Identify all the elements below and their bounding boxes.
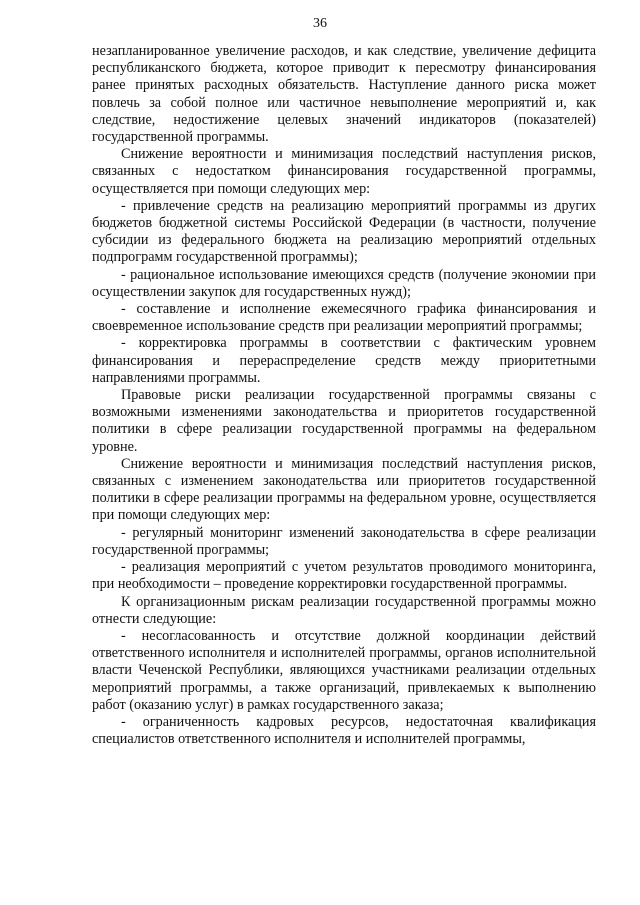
- list-item: - регулярный мониторинг изменений законодательства в сфере реализации государственной программы;: [92, 524, 596, 558]
- paragraph: Снижение вероятности и минимизация последствий наступления рисков, связанных с недостатком финансирования государственной программы, осуществляется при помощи следующих мер:: [92, 146, 596, 197]
- paragraph: Правовые риски реализации государственной программы связаны с возможными изменениями законодательства и приоритетов государственной политики в сфере реализации государственной программы на федеральном уровне.: [92, 387, 596, 455]
- list-item: - рациональное использование имеющихся средств (получение экономии при осуществлении закупок для государственных нужд);: [92, 266, 596, 300]
- list-item: - составление и исполнение ежемесячного графика финансирования и своевременное использование средств при реализации мероприятий программы;: [92, 301, 596, 335]
- list-item: - реализация мероприятий с учетом результатов проводимого мониторинга, при необходимости – проведение корректировки государственной программы.: [92, 559, 596, 593]
- list-item: - привлечение средств на реализацию мероприятий программы из других бюджетов бюджетной системы Российской Федерации (в частности, получение субсидии из федерального бюджета на реализацию мероприятий отдельных подпрограмм государственной программы);: [92, 197, 596, 266]
- list-item: - корректировка программы в соответствии с фактическим уровнем финансирования и перераспределение средств между приоритетными направлениями программы.: [92, 335, 596, 386]
- page-number: 36: [313, 16, 327, 31]
- paragraph: незапланированное увеличение расходов, и как следствие, увеличение дефицита республиканского бюджета, которое приводит к пересмотру финансирования ранее принятых расходных обязательств. Наступление данного риска может повлечь за собой полное или частичное невыполнение мероприятий и, как следствие, недостижение целевых значений индикаторов (показателей) государственной программы.: [92, 43, 596, 146]
- list-item: - ограниченность кадровых ресурсов, недостаточная квалификация специалистов ответственного исполнителя и исполнителей программы,: [92, 713, 596, 748]
- paragraph: К организационным рискам реализации государственной программы можно отнести следующие:: [92, 593, 596, 627]
- document-body: [92, 43, 596, 748]
- paragraph: Снижение вероятности и минимизация последствий наступления рисков, связанных с изменением законодательства или приоритетов государственной политики в сфере реализации программы на федеральном уровне, осуществляется при помощи следующих мер:: [92, 455, 596, 524]
- list-item: - несогласованность и отсутствие должной координации действий ответственного исполнителя и исполнителей программы, органов исполнительной власти Чеченской Республики, являющихся участниками реализации отдельных мероприятий программы, а также организаций, привлекаемых к выполнению работ (оказанию услуг) в рамках государственного заказа;: [92, 627, 596, 713]
